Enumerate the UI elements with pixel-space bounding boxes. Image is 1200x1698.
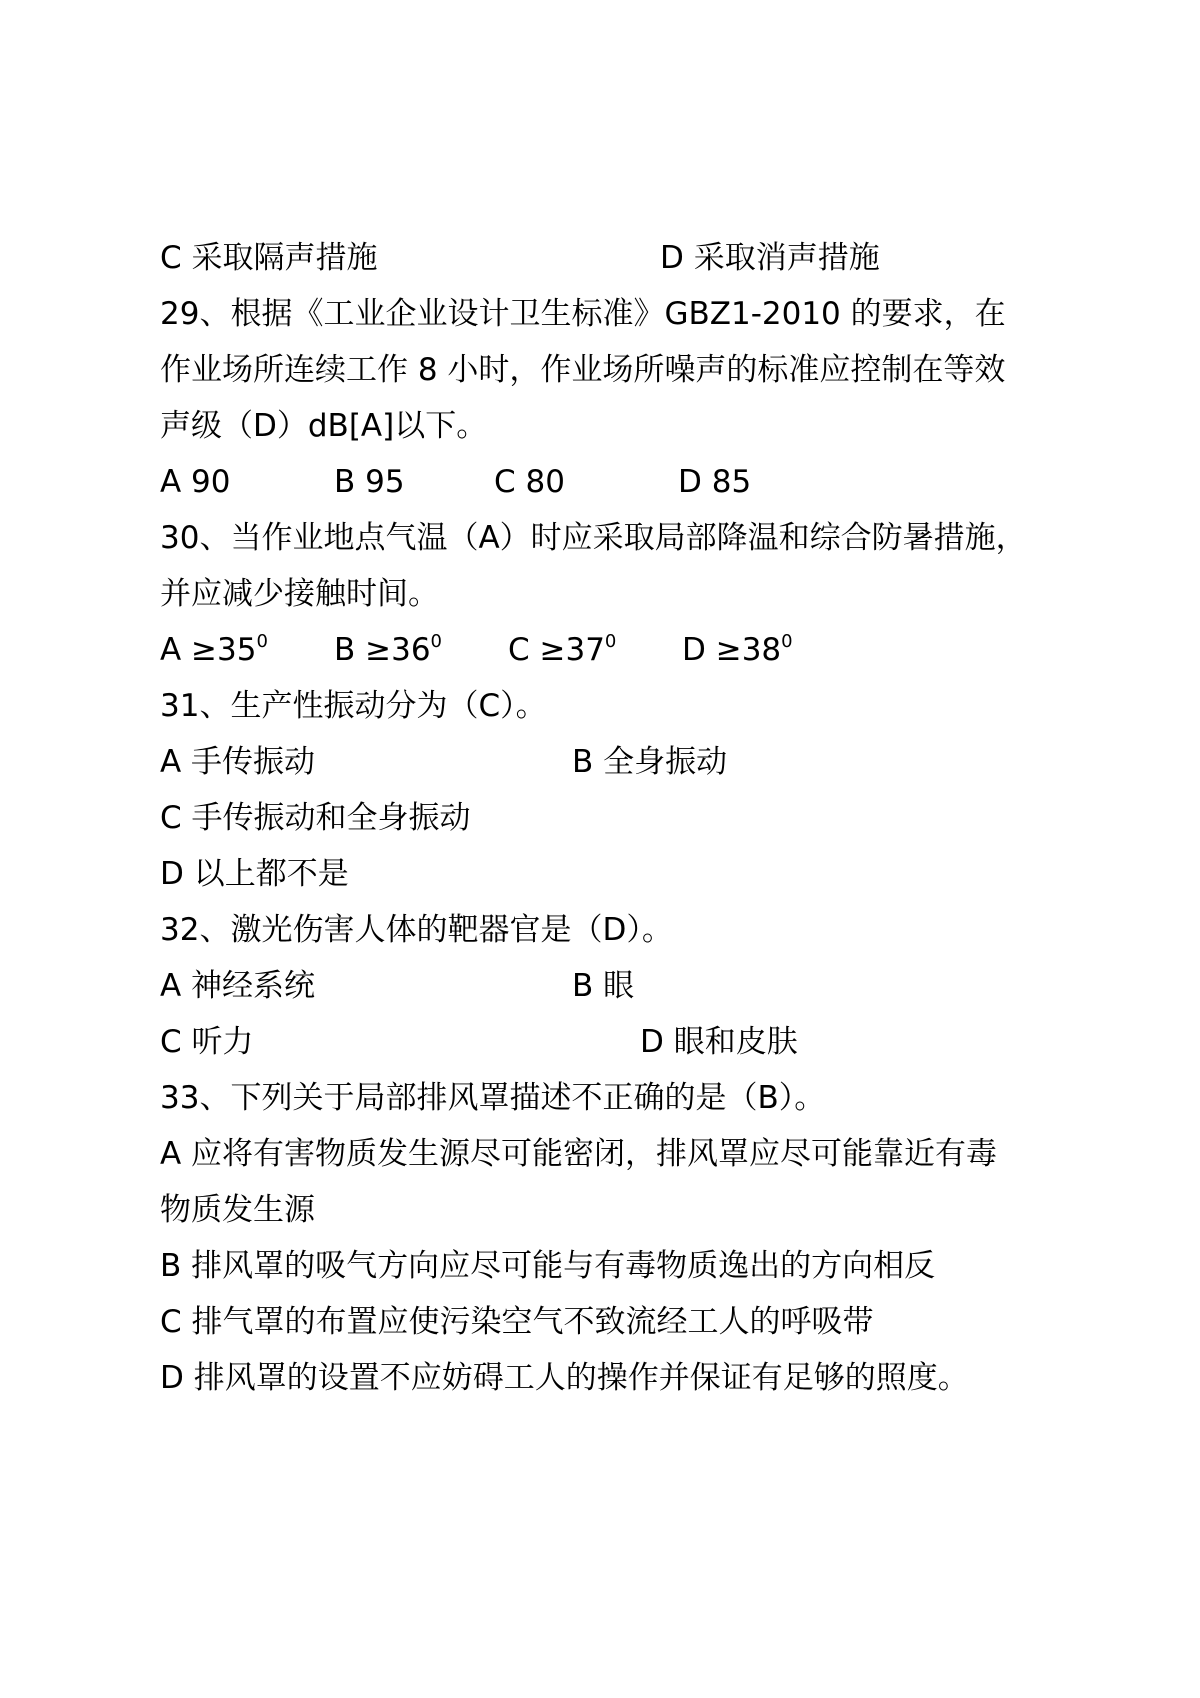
q33-text: 33、下列关于局部排风罩描述不正确的是（B）。 (160, 1080, 826, 1116)
q33-option-c: C 排气罩的布置应使污染空气不致流经工人的呼吸带 (160, 1304, 874, 1340)
q30-text-line-2: 并应减少接触时间。 (160, 576, 439, 612)
degree-sup: 0 (430, 630, 442, 652)
option-d (682, 630, 793, 670)
option-c-text: C ≥37 (508, 632, 605, 668)
q33-option-b: B 排风罩的吸气方向应尽可能与有毒物质逸出的方向相反 (160, 1248, 936, 1284)
option-c (508, 630, 616, 670)
q31-option-c: C 手传振动和全身振动 (160, 800, 471, 836)
option-d-text: D ≥38 (682, 632, 782, 668)
option-b: B 全身振动 (572, 744, 728, 780)
degree-sup: 0 (604, 630, 617, 652)
q31-text: 31、生产性振动分为（C）。 (160, 688, 547, 724)
option-d: D 85 (678, 464, 752, 500)
q30-text-line-1: 30、当作业地点气温（A）时应采取局部降温和综合防暑措施， (160, 520, 1027, 556)
degree-sup: 0 (781, 630, 793, 652)
option-b-text: B ≥36 (334, 632, 431, 668)
degree-sup: 0 (256, 630, 268, 652)
option-c: C 80 (494, 464, 565, 500)
option-a-text: A ≥35 (160, 632, 257, 668)
q29-text-line-3: 声级（D）dB[A]以下。 (160, 408, 488, 444)
option-b: B 眼 (572, 968, 635, 1004)
q33-option-a-line-2: 物质发生源 (160, 1192, 315, 1228)
option-c: C 采取隔声措施 (160, 240, 378, 276)
option-a: A 手传振动 (160, 744, 316, 780)
option-d: D 采取消声措施 (660, 240, 880, 276)
option-b: B 95 (334, 464, 405, 500)
option-a (160, 630, 268, 670)
option-d: D 眼和皮肤 (640, 1024, 798, 1060)
option-c: C 听力 (160, 1024, 254, 1060)
q31-option-d: D 以上都不是 (160, 856, 349, 892)
q33-option-a-line-1: A 应将有害物质发生源尽可能密闭，排风罩应尽可能靠近有毒 (160, 1136, 998, 1172)
option-a: A 90 (160, 464, 231, 500)
q29-text-line-1: 29、根据《工业企业设计卫生标准》GBZ1-2010 的要求，在 (160, 296, 1006, 332)
option-b (334, 630, 442, 670)
q33-option-d: D 排风罩的设置不应妨碍工人的操作并保证有足够的照度。 (160, 1360, 969, 1396)
q29-text-line-2: 作业场所连续工作 8 小时，作业场所噪声的标准应控制在等效 (160, 352, 1006, 388)
option-a: A 神经系统 (160, 968, 316, 1004)
q32-text: 32、激光伤害人体的靶器官是（D）。 (160, 912, 673, 948)
